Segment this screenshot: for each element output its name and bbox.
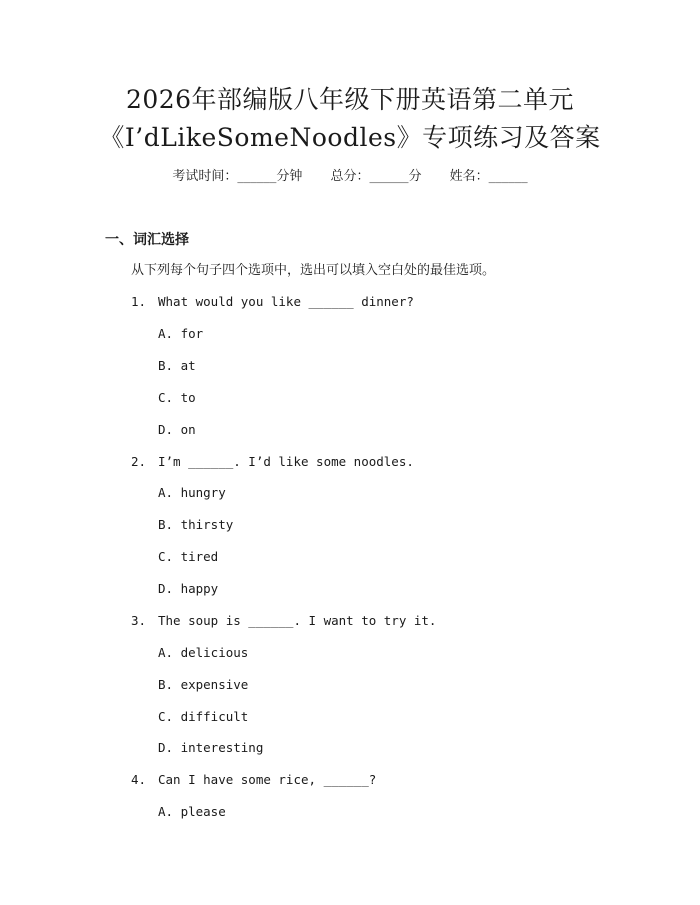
question-text: Can I have some rice, ______?	[158, 772, 377, 787]
document-title-line-2: 《I’dLikeSomeNoodles》专项练习及答案	[99, 123, 601, 152]
question-number: 4.	[131, 772, 147, 787]
question-text: The soup is ______. I want to try it.	[158, 613, 437, 628]
option-4a: A. please	[158, 804, 226, 819]
option-1c: C. to	[158, 390, 196, 405]
student-name-field: 姓名：______	[449, 169, 528, 184]
total-score-field: 总分：______分	[330, 169, 422, 184]
option-1a: A. for	[158, 326, 204, 341]
question-number: 1.	[131, 294, 147, 309]
option-1b: B. at	[158, 358, 196, 373]
question-3	[131, 612, 436, 630]
question-text: I’m ______. I’d like some noodles.	[158, 454, 414, 469]
question-1	[131, 293, 414, 311]
question-number: 2.	[131, 454, 147, 469]
exam-meta	[0, 168, 700, 186]
document-title-line-1: 2026年部编版八年级下册英语第二单元	[125, 85, 575, 114]
question-4	[131, 771, 376, 789]
option-1d: D. on	[158, 422, 196, 437]
option-2c: C. tired	[158, 549, 219, 564]
option-2a: A. hungry	[158, 485, 226, 500]
section-instructions: 从下列每个句子四个选项中，选出可以填入空白处的最佳选项。	[131, 263, 496, 278]
question-2	[131, 453, 414, 471]
option-2b: B. thirsty	[158, 517, 234, 532]
option-3c: C. difficult	[158, 709, 249, 724]
question-text: What would you like ______ dinner?	[158, 294, 414, 309]
option-3d: D. interesting	[158, 740, 264, 755]
question-number: 3.	[131, 613, 147, 628]
section-heading: 一、词汇选择	[105, 232, 189, 248]
option-3a: A. delicious	[158, 645, 249, 660]
option-3b: B. expensive	[158, 677, 249, 692]
exam-time-field: 考试时间：______分钟	[172, 169, 303, 184]
option-2d: D. happy	[158, 581, 219, 596]
